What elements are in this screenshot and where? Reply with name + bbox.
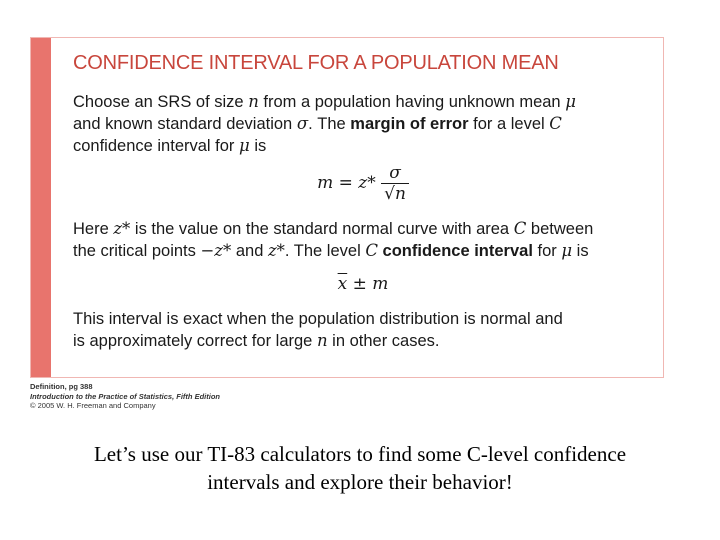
definition-title: CONFIDENCE INTERVAL FOR A POPULATION MEAN [73, 52, 559, 74]
text: and [231, 242, 268, 260]
accent-bar [31, 38, 51, 377]
symbol-c: C [513, 219, 527, 238]
caption-copyright: © 2005 W. H. Freeman and Company [30, 401, 156, 410]
symbol-n: n [248, 92, 259, 111]
text: and known standard deviation [73, 115, 297, 133]
definition-box [30, 37, 664, 378]
formula-rest: ± m [347, 274, 389, 294]
source-caption [30, 382, 220, 411]
text: for a level [468, 115, 550, 133]
symbol-zstar: z* [113, 219, 131, 238]
confidence-interval-formula [73, 274, 653, 294]
text: . The level [284, 242, 366, 260]
symbol-sigma: σ [296, 114, 309, 133]
text: between [526, 220, 594, 238]
text: the critical points [73, 242, 201, 260]
term-margin-of-error: margin of error [350, 115, 469, 133]
fraction-denominator: √n [381, 183, 409, 204]
caption-definition-ref: Definition, pg 388 [30, 382, 93, 391]
symbol-mu: μ [565, 92, 576, 111]
symbol-neg-zstar: −z* [200, 241, 232, 260]
text: Here [73, 220, 114, 238]
text: is [572, 242, 589, 260]
term-confidence-interval: confidence interval [377, 242, 533, 260]
definition-content [73, 52, 653, 352]
footer-text [30, 440, 690, 496]
footer-line-2: intervals and explore their behavior! [207, 470, 513, 494]
symbol-mu: μ [561, 241, 573, 260]
paragraph-2 [73, 218, 653, 262]
formula-lhs: m = z* [317, 173, 376, 193]
fraction-numerator: σ [389, 163, 401, 183]
paragraph-1 [73, 91, 653, 157]
text: is [249, 137, 267, 155]
text: for [532, 242, 562, 260]
text: This interval is exact when the population distribution is normal and [73, 310, 563, 328]
text: is approximately correct for large [73, 332, 317, 350]
symbol-xbar: $\overline{x}$ [337, 274, 348, 294]
symbol-mu: μ [239, 136, 250, 155]
footer-line-1: Let’s use our TI-83 calculators to find some C-level confidence [93, 442, 627, 466]
text: is the value on the standard normal curve with area [130, 220, 514, 238]
paragraph-3 [73, 308, 653, 352]
symbol-c: C [365, 241, 378, 260]
symbol-n: n [316, 331, 328, 350]
text: confidence interval for [73, 137, 240, 155]
fraction [381, 163, 409, 204]
margin-of-error-formula [73, 163, 653, 204]
caption-book-title: Introduction to the Practice of Statistics, Fifth Edition [30, 391, 221, 401]
text: from a population having unknown mean [258, 93, 566, 111]
symbol-c: C [549, 114, 562, 133]
text: in other cases. [327, 332, 440, 350]
text: . The [308, 115, 351, 133]
symbol-zstar: z* [267, 241, 285, 260]
text: Choose an SRS of size [73, 93, 249, 111]
